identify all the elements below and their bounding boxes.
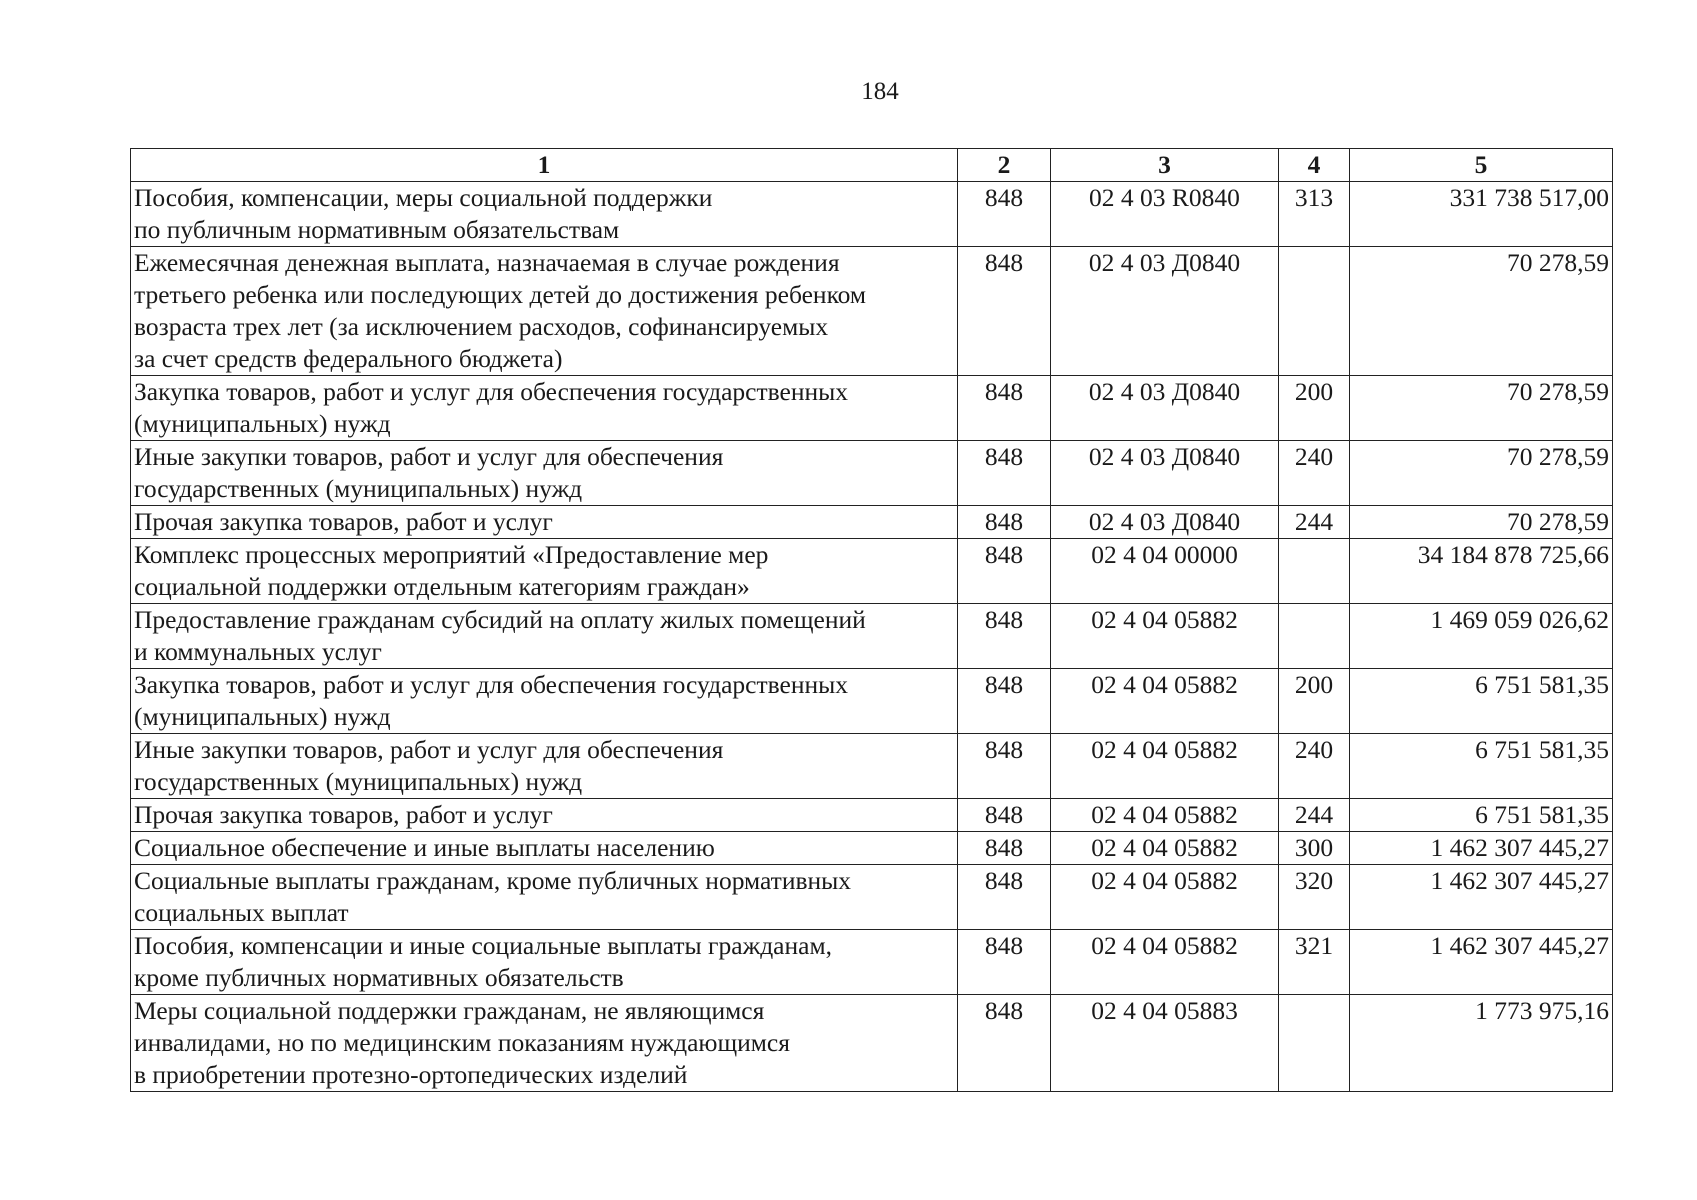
row-amount: 70 278,59 — [1350, 376, 1613, 441]
row-target-article-code: 02 4 04 05882 — [1051, 669, 1279, 734]
table-row — [131, 832, 1613, 865]
table-header-row — [131, 149, 1613, 182]
row-expense-name — [131, 604, 958, 669]
row-expense-type-code: 300 — [1279, 832, 1350, 865]
row-expense-type-code: 200 — [1279, 376, 1350, 441]
expense-name-line: Закупка товаров, работ и услуг для обеспечения государственных — [134, 377, 849, 406]
row-expense-name — [131, 539, 958, 604]
row-expense-name — [131, 832, 958, 865]
row-expense-type-code: 240 — [1279, 441, 1350, 506]
row-expense-name — [131, 669, 958, 734]
table-row — [131, 669, 1613, 734]
expense-name-line: Пособия, компенсации и иные социальные выплаты гражданам, — [134, 931, 832, 960]
expense-name-line: Социальное обеспечение и иные выплаты населению — [134, 833, 715, 862]
row-amount: 1 462 307 445,27 — [1350, 832, 1613, 865]
expense-name-line: (муниципальных) нужд — [134, 409, 391, 438]
column-header-5: 5 — [1350, 149, 1613, 182]
row-amount: 1 469 059 026,62 — [1350, 604, 1613, 669]
row-department-code: 848 — [958, 832, 1051, 865]
expense-name-line: государственных (муниципальных) нужд — [134, 767, 583, 796]
row-expense-name — [131, 441, 958, 506]
row-expense-type-code — [1279, 247, 1350, 376]
expense-name-line: Прочая закупка товаров, работ и услуг — [134, 800, 553, 829]
row-amount: 70 278,59 — [1350, 247, 1613, 376]
row-expense-type-code: 200 — [1279, 669, 1350, 734]
table-row — [131, 441, 1613, 506]
expense-name-line: за счет средств федерального бюджета) — [134, 344, 563, 373]
expense-name-line: социальных выплат — [134, 898, 349, 927]
row-target-article-code: 02 4 04 05882 — [1051, 799, 1279, 832]
row-expense-name — [131, 865, 958, 930]
expense-name-line: третьего ребенка или последующих детей до достижения ребенком — [134, 280, 867, 309]
table-row — [131, 539, 1613, 604]
expense-name-line: Ежемесячная денежная выплата, назначаемая в случае рождения — [134, 248, 840, 277]
table-row — [131, 995, 1613, 1092]
table-row — [131, 506, 1613, 539]
row-amount: 1 462 307 445,27 — [1350, 865, 1613, 930]
expense-name-line: Закупка товаров, работ и услуг для обеспечения государственных — [134, 670, 849, 699]
row-target-article-code: 02 4 04 00000 — [1051, 539, 1279, 604]
row-target-article-code: 02 4 03 Д0840 — [1051, 376, 1279, 441]
table-body — [131, 182, 1613, 1092]
table-row — [131, 247, 1613, 376]
row-amount: 6 751 581,35 — [1350, 734, 1613, 799]
row-department-code: 848 — [958, 604, 1051, 669]
row-expense-name — [131, 930, 958, 995]
table-row — [131, 604, 1613, 669]
row-expense-name — [131, 376, 958, 441]
row-expense-name — [131, 506, 958, 539]
expense-name-line: кроме публичных нормативных обязательств — [134, 963, 624, 992]
row-department-code: 848 — [958, 995, 1051, 1092]
row-amount: 34 184 878 725,66 — [1350, 539, 1613, 604]
row-expense-name — [131, 799, 958, 832]
expense-name-line: инвалидами, но по медицинским показаниям нуждающимся — [134, 1028, 790, 1057]
row-expense-type-code: 321 — [1279, 930, 1350, 995]
row-expense-name — [131, 247, 958, 376]
table-row — [131, 930, 1613, 995]
row-expense-type-code — [1279, 995, 1350, 1092]
row-target-article-code: 02 4 03 Д0840 — [1051, 247, 1279, 376]
row-target-article-code: 02 4 03 R0840 — [1051, 182, 1279, 247]
row-department-code: 848 — [958, 441, 1051, 506]
table-row — [131, 182, 1613, 247]
row-amount: 331 738 517,00 — [1350, 182, 1613, 247]
column-header-2: 2 — [958, 149, 1051, 182]
column-header-3: 3 — [1051, 149, 1279, 182]
row-target-article-code: 02 4 04 05882 — [1051, 604, 1279, 669]
expense-name-line: возраста трех лет (за исключением расходов, софинансируемых — [134, 312, 829, 341]
expense-name-line: и коммунальных услуг — [134, 637, 382, 666]
row-department-code: 848 — [958, 182, 1051, 247]
table-row — [131, 376, 1613, 441]
row-department-code: 848 — [958, 539, 1051, 604]
row-expense-type-code — [1279, 539, 1350, 604]
expense-name-line: по публичным нормативным обязательствам — [134, 215, 620, 244]
expense-name-line: социальной поддержки отдельным категориям граждан» — [134, 572, 750, 601]
row-amount: 6 751 581,35 — [1350, 669, 1613, 734]
page-number: 184 — [861, 78, 899, 105]
row-target-article-code: 02 4 03 Д0840 — [1051, 441, 1279, 506]
expense-name-line: Предоставление гражданам субсидий на оплату жилых помещений — [134, 605, 866, 634]
row-department-code: 848 — [958, 247, 1051, 376]
row-target-article-code: 02 4 04 05883 — [1051, 995, 1279, 1092]
row-expense-type-code: 320 — [1279, 865, 1350, 930]
expense-name-line: Социальные выплаты гражданам, кроме публичных нормативных — [134, 866, 852, 895]
row-target-article-code: 02 4 04 05882 — [1051, 930, 1279, 995]
row-department-code: 848 — [958, 930, 1051, 995]
row-expense-type-code: 244 — [1279, 799, 1350, 832]
budget-table — [130, 148, 1613, 1092]
row-expense-type-code: 240 — [1279, 734, 1350, 799]
row-department-code: 848 — [958, 376, 1051, 441]
row-amount: 1 462 307 445,27 — [1350, 930, 1613, 995]
row-department-code: 848 — [958, 799, 1051, 832]
row-department-code: 848 — [958, 669, 1051, 734]
expense-name-line: (муниципальных) нужд — [134, 702, 391, 731]
expense-name-line: Иные закупки товаров, работ и услуг для обеспечения — [134, 735, 724, 764]
row-expense-name — [131, 995, 958, 1092]
row-target-article-code: 02 4 03 Д0840 — [1051, 506, 1279, 539]
row-amount: 6 751 581,35 — [1350, 799, 1613, 832]
column-header-4: 4 — [1279, 149, 1350, 182]
row-amount: 1 773 975,16 — [1350, 995, 1613, 1092]
table-row — [131, 799, 1613, 832]
row-expense-type-code: 244 — [1279, 506, 1350, 539]
column-header-1: 1 — [131, 149, 958, 182]
row-department-code: 848 — [958, 734, 1051, 799]
expense-name-line: Меры социальной поддержки гражданам, не являющимся — [134, 996, 765, 1025]
expense-name-line: государственных (муниципальных) нужд — [134, 474, 583, 503]
expense-name-line: Пособия, компенсации, меры социальной поддержки — [134, 183, 713, 212]
row-expense-name — [131, 734, 958, 799]
table-row — [131, 734, 1613, 799]
row-department-code: 848 — [958, 865, 1051, 930]
row-target-article-code: 02 4 04 05882 — [1051, 734, 1279, 799]
row-target-article-code: 02 4 04 05882 — [1051, 865, 1279, 930]
row-target-article-code: 02 4 04 05882 — [1051, 832, 1279, 865]
expense-name-line: в приобретении протезно-ортопедических изделий — [134, 1060, 688, 1089]
row-expense-type-code: 313 — [1279, 182, 1350, 247]
expense-name-line: Прочая закупка товаров, работ и услуг — [134, 507, 553, 536]
row-amount: 70 278,59 — [1350, 506, 1613, 539]
table-row — [131, 865, 1613, 930]
expense-name-line: Иные закупки товаров, работ и услуг для обеспечения — [134, 442, 724, 471]
row-expense-name — [131, 182, 958, 247]
row-department-code: 848 — [958, 506, 1051, 539]
expense-name-line: Комплекс процессных мероприятий «Предоставление мер — [134, 540, 769, 569]
row-amount: 70 278,59 — [1350, 441, 1613, 506]
row-expense-type-code — [1279, 604, 1350, 669]
